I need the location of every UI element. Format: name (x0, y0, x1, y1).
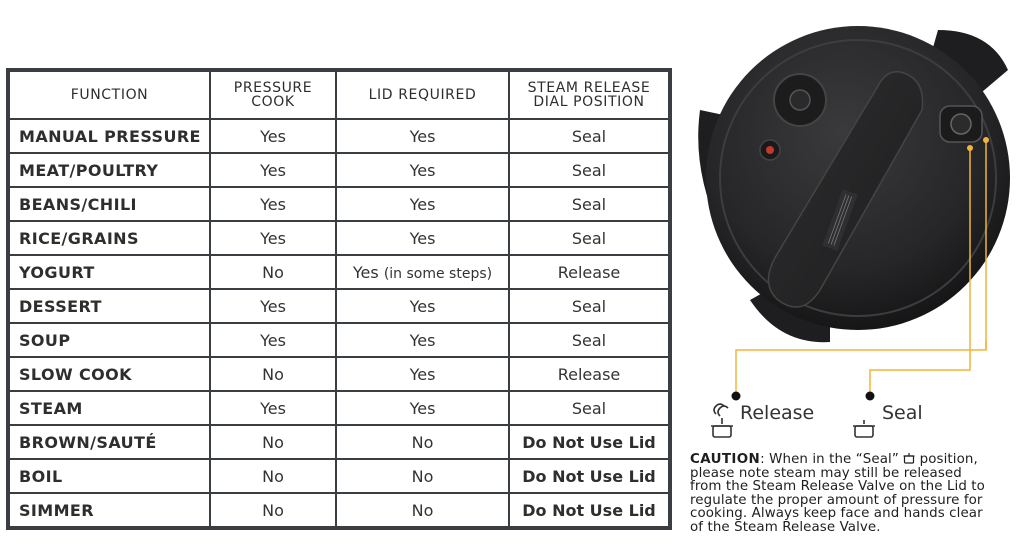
header-function: FUNCTION (10, 72, 210, 119)
cell-steam-release-position: Seal (509, 323, 668, 357)
table-row (10, 255, 668, 289)
cell-pressure-cook: Yes (210, 153, 336, 187)
cell-pressure-cook: Yes (210, 323, 336, 357)
cell-pressure-cook: No (210, 255, 336, 289)
cell-lid-required (336, 289, 509, 323)
table-row (10, 493, 668, 526)
cell-pressure-cook: Yes (210, 221, 336, 255)
cell-lid-required-value: Yes (409, 160, 436, 180)
callout-connector-seal (870, 350, 970, 396)
legend-seal-label: Seal (882, 402, 923, 424)
cell-function: SLOW COOK (10, 357, 210, 391)
cell-steam-release-position: Do Not Use Lid (509, 493, 668, 526)
cell-lid-required-value: Yes (409, 194, 436, 214)
cell-lid-required (336, 357, 509, 391)
cell-pressure-cook: Yes (210, 391, 336, 425)
cell-steam-release-position: Seal (509, 153, 668, 187)
table-row (10, 357, 668, 391)
header-steam-release-dial: STEAM RELEASE DIAL POSITION (509, 72, 668, 119)
table-row (10, 119, 668, 153)
legend-dot-seal (866, 392, 875, 401)
cell-lid-required (336, 255, 509, 289)
cell-function: DESSERT (10, 289, 210, 323)
cell-function: BEANS/CHILI (10, 187, 210, 221)
table-body (10, 119, 668, 526)
header-lid-required: LID REQUIRED (336, 72, 509, 119)
cell-steam-release-position: Release (509, 357, 668, 391)
cell-lid-required (336, 187, 509, 221)
cell-pressure-cook: Yes (210, 119, 336, 153)
steam-release-knob (951, 114, 971, 134)
cell-lid-required-value: Yes (409, 398, 436, 418)
cell-function: MANUAL PRESSURE (10, 119, 210, 153)
cell-function: BROWN/SAUTÉ (10, 425, 210, 459)
cell-lid-required-value: No (411, 500, 434, 520)
cell-lid-required-value: Yes (409, 296, 436, 316)
cell-pressure-cook: No (210, 459, 336, 493)
cell-lid-required (336, 221, 509, 255)
header-pressure-cook: PRESSURE COOK (210, 72, 336, 119)
cell-lid-required (336, 119, 509, 153)
cell-lid-required (336, 459, 509, 493)
cell-function: SIMMER (10, 493, 210, 526)
table-row (10, 221, 668, 255)
cell-lid-required (336, 425, 509, 459)
cell-steam-release-position: Seal (509, 289, 668, 323)
cell-function: BOIL (10, 459, 210, 493)
cell-pressure-cook: No (210, 357, 336, 391)
cell-steam-release-position: Seal (509, 221, 668, 255)
table-row (10, 153, 668, 187)
table-row (10, 391, 668, 425)
cell-steam-release-position: Seal (509, 119, 668, 153)
legend-release-label: Release (740, 402, 815, 424)
cell-lid-required-value: Yes (352, 262, 379, 282)
legend-dot-release (732, 392, 741, 401)
pressure-cooker-lid-illustration (690, 0, 1010, 350)
cell-steam-release-position: Seal (509, 391, 668, 425)
seal-pot-icon (852, 402, 876, 438)
cell-pressure-cook: Yes (210, 187, 336, 221)
table-row (10, 187, 668, 221)
table-row (10, 459, 668, 493)
cell-steam-release-position: Seal (509, 187, 668, 221)
cell-lid-required-value: Yes (409, 330, 436, 350)
cell-lid-required-note: (in some steps) (383, 265, 493, 282)
function-table (6, 68, 672, 530)
cell-lid-required (336, 391, 509, 425)
cell-pressure-cook: No (210, 493, 336, 526)
caution-note (690, 452, 996, 535)
cell-steam-release-position: Release (509, 255, 668, 289)
function-settings-table (10, 72, 668, 526)
cell-pressure-cook: No (210, 425, 336, 459)
seal-pot-icon (903, 452, 915, 464)
cell-lid-required-value: Yes (409, 126, 436, 146)
float-valve-center (790, 90, 810, 110)
cell-pressure-cook: Yes (210, 289, 336, 323)
indicator-red-icon (766, 146, 774, 154)
caution-text-body: position, please note steam may still be released from the Steam Release Valve on the Lid to regulate the proper amount of pressure for cooking. Always keep face and hands clear of the Steam Release Valve. (690, 452, 985, 535)
table-row (10, 289, 668, 323)
table-row (10, 323, 668, 357)
cell-lid-required-value: No (411, 466, 434, 486)
cell-function: STEAM (10, 391, 210, 425)
caution-text-lead: : When in the “Seal” (760, 452, 899, 467)
cell-lid-required-value: Yes (409, 364, 436, 384)
table-header-row (10, 72, 668, 119)
cell-steam-release-position: Do Not Use Lid (509, 425, 668, 459)
steam-release-icon (710, 402, 734, 438)
cell-lid-required (336, 153, 509, 187)
cell-lid-required (336, 493, 509, 526)
cell-function: SOUP (10, 323, 210, 357)
caution-heading: CAUTION (690, 452, 761, 467)
cell-lid-required-value: Yes (409, 228, 436, 248)
cell-function: YOGURT (10, 255, 210, 289)
table-row (10, 425, 668, 459)
cell-function: RICE/GRAINS (10, 221, 210, 255)
cell-lid-required-value: No (411, 432, 434, 452)
cell-steam-release-position: Do Not Use Lid (509, 459, 668, 493)
cell-lid-required (336, 323, 509, 357)
cell-function: MEAT/POULTRY (10, 153, 210, 187)
